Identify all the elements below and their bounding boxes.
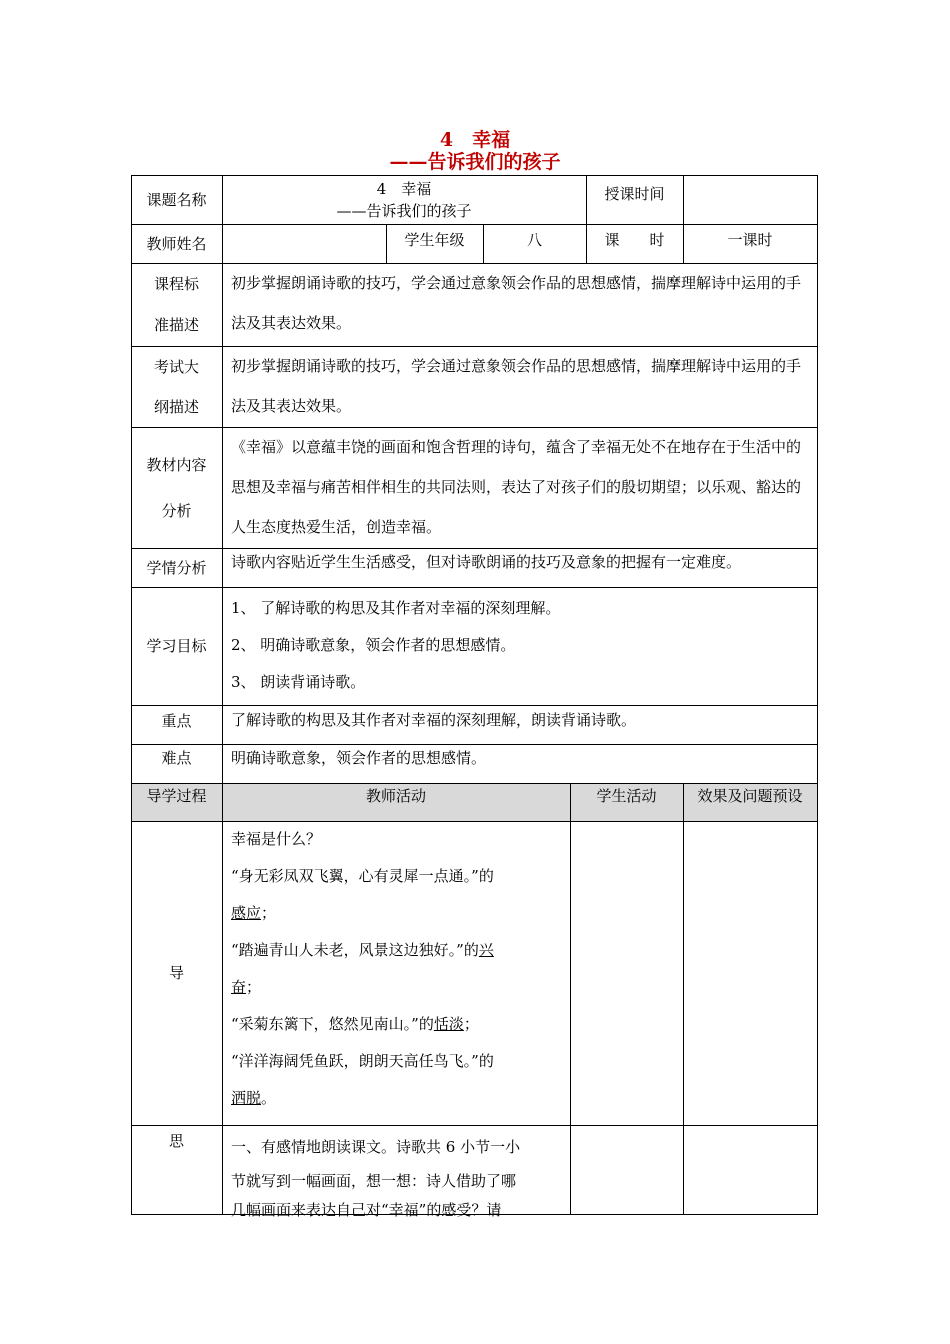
guide-question: 幸福是什么？ — [231, 830, 322, 848]
learner-text: 诗歌内容贴近学生生活感受，但对诗歌朗诵的技巧及意象的把握有一定难度。 — [231, 553, 742, 571]
guide-quote-end: 感应； — [231, 904, 277, 922]
guide-quote: “洋洋海阔凭鱼跃，朗朗天高任鸟飞。”的 — [231, 1052, 494, 1070]
class-time-label: 授课时间 — [604, 185, 665, 203]
topic-label: 课题名称 — [146, 190, 207, 209]
think-line: 几幅画面来表达自己对“幸福”的感受？请 — [231, 1201, 502, 1219]
topic-value — [222, 175, 586, 224]
key-text: 了解诗歌的构思及其作者对幸福的深刻理解，朗读背诵诗歌。 — [231, 711, 637, 729]
process-header-col2: 教师活动 — [365, 787, 426, 805]
process-header-col3: 学生活动 — [596, 787, 657, 805]
exam-text: 初步掌握朗诵诗歌的技巧，学会通过意象领会作品的思想感情，揣摩理解诗中运用的手法及其表达效果。 — [231, 357, 802, 415]
think-stage: 思 — [168, 1132, 184, 1150]
document-subtitle: ——告诉我们的孩子 — [389, 151, 561, 173]
grade-label: 学生年级 — [404, 231, 465, 249]
goal-item: 3、 朗读背诵诗歌。 — [231, 673, 366, 691]
teacher-label: 教师姓名 — [146, 234, 207, 253]
goals-list — [222, 590, 817, 702]
exam-label — [151, 346, 202, 427]
standard-text: 初步掌握朗诵诗歌的技巧，学会通过意象领会作品的思想感情，揣摩理解诗中运用的手法及其表达效果。 — [231, 274, 802, 332]
topic-value-line1: 4 幸福 — [376, 180, 432, 198]
document-title: 4 幸福 — [439, 129, 511, 151]
guide-quote: “采菊东篱下，悠然见南山。”的恬淡； — [231, 1015, 479, 1033]
exam-label-text: 考试大纲描述 — [153, 357, 199, 416]
process-header-col4: 效果及问题预设 — [697, 787, 803, 805]
difficulty-text: 明确诗歌意象，领会作者的思想感情。 — [231, 749, 487, 767]
period-label: 课 时 — [604, 231, 665, 249]
guide-teacher-activity — [222, 821, 570, 1125]
period-value: 一课时 — [727, 231, 773, 249]
learner-label: 学情分析 — [146, 558, 207, 577]
content-label-text: 教材内容分析 — [146, 455, 207, 520]
process-header-col1: 导学过程 — [146, 787, 207, 805]
content-label — [141, 427, 212, 548]
goals-label: 学习目标 — [146, 637, 207, 655]
content-text: 《幸福》以意蕴丰饶的画面和饱含哲理的诗句，蕴含了幸福无处不在地存在于生活中的思想及幸福与痛苦相伴相生的共同法则，表达了对孩子们的殷切期望；以乐观、豁达的人生态度热爱生活，创造幸福。 — [231, 438, 802, 536]
guide-quote: “身无彩凤双飞翼，心有灵犀一点通。”的 — [231, 867, 494, 885]
think-line: 一、有感情地朗读课文。诗歌共 6 小节一小 — [231, 1138, 521, 1156]
standard-label — [151, 263, 202, 346]
goal-item: 2、 明确诗歌意象，领会作者的思想感情。 — [231, 636, 516, 654]
key-label: 重点 — [161, 712, 192, 730]
guide-quote-end: 洒脱。 — [231, 1089, 277, 1107]
guide-quote-end: 奋； — [231, 978, 262, 996]
difficulty-label: 难点 — [161, 749, 192, 767]
guide-quote: “踏遍青山人未老，风景这边独好。”的兴 — [231, 941, 494, 959]
guide-stage: 导 — [168, 964, 184, 982]
goal-item: 1、 了解诗歌的构思及其作者对幸福的深刻理解。 — [231, 599, 561, 617]
think-line: 节就写到一幅画面，想一想：诗人借助了哪 — [231, 1172, 517, 1190]
think-teacher-activity — [222, 1127, 570, 1219]
grade-value: 八 — [526, 231, 542, 249]
standard-label-text: 课程标准描述 — [153, 274, 199, 334]
topic-value-line2: ——告诉我们的孩子 — [336, 202, 472, 220]
